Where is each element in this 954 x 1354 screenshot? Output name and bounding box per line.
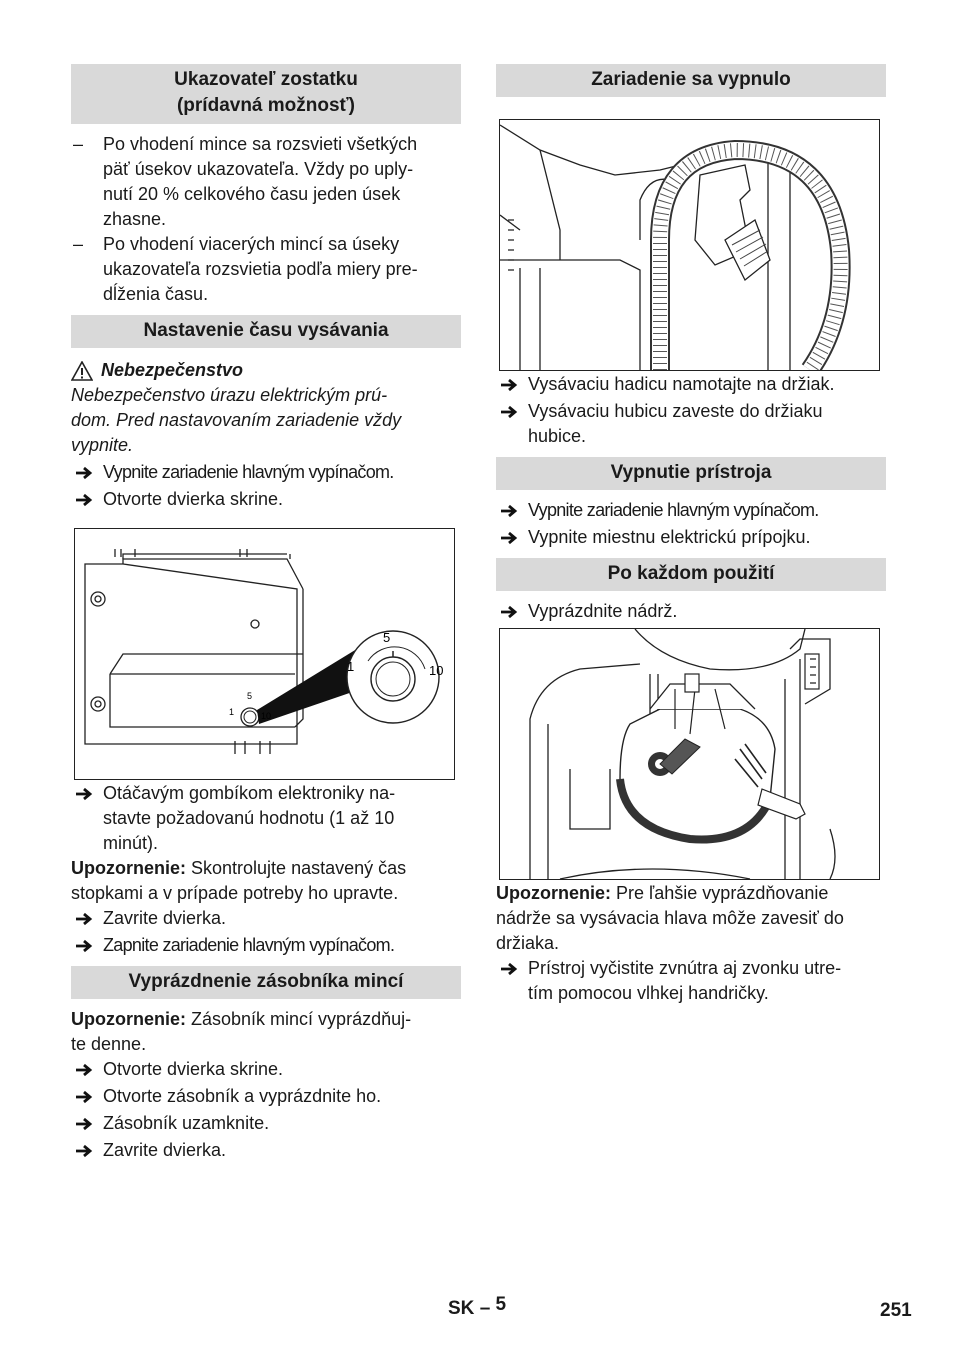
arrow-right-icon [500, 378, 518, 392]
note-check-time: Upozornenie: Skontrolujte nastavený čas stopkami a v prípade potreby ho upravte. [71, 858, 407, 903]
dial-label-small-1: 1 [229, 707, 235, 717]
step-item: Vyprázdnite nádrž. [496, 599, 886, 624]
step-item: Zavrite dvierka. [71, 906, 461, 931]
dial-label-small-10: 10 [261, 711, 272, 721]
dial-label-big-5: 5 [383, 630, 391, 645]
dash-bullet: – [73, 234, 84, 254]
right-column [496, 64, 886, 1006]
heading-device-off: Zariadenie sa vypnulo [496, 64, 886, 97]
heading-switch-off: Vypnutie prístroja [496, 457, 886, 490]
warning-triangle-icon [71, 361, 93, 381]
footer-language-section: SK – 5 [448, 1294, 507, 1319]
arrow-right-icon [75, 466, 93, 480]
step-item: Vysávaciu hadicu namotajte na držiak. [496, 372, 886, 397]
dial-label-big-10: 10 [429, 663, 444, 678]
step-item: Vysávaciu hubicu zaveste do držiaku hubice. [496, 399, 886, 449]
step-item: Vypnite zariadenie hlavným vypínačom. [71, 460, 461, 485]
step-item: Vypnite miestnu elektrickú prípojku. [496, 525, 886, 550]
list-item: – Po vhodení viacerých mincí sa úseky ukazovateľa rozsvietia podľa miery pre- dĺženia času. [73, 234, 418, 304]
dash-bullet: – [73, 134, 84, 154]
note-empty-tank: Upozornenie: Pre ľahšie vyprázdňovanie nádrže sa vysávacia hlava môže zavesiť do držiaka. [496, 883, 844, 953]
arrow-right-icon [75, 493, 93, 507]
step-item: Vypnite zariadenie hlavným vypínačom. [496, 498, 886, 523]
arrow-right-icon [75, 1117, 93, 1131]
step-item: Prístroj vyčistite zvnútra aj zvonku utre- tím pomocou vlhkej handričky. [496, 956, 886, 1006]
heading-coin-emptying: Vyprázdnenie zásobníka mincí [71, 966, 461, 999]
hose-holder-illustration [500, 120, 879, 370]
danger-text: Nebezpečenstvo úrazu elektrickým prú- dom. Pred nastavovaním zariadenie vždy vypnite. [71, 385, 402, 455]
arrow-right-icon [500, 504, 518, 518]
arrow-right-icon [75, 1063, 93, 1077]
arrow-right-icon [500, 405, 518, 419]
step-item: Otvorte zásobník a vyprázdnite ho. [71, 1084, 461, 1109]
arrow-right-icon [75, 912, 93, 926]
arrow-right-icon [75, 939, 93, 953]
heading-remaining-indicator: Ukazovateľ zostatku (prídavná možnosť) [71, 64, 461, 124]
dial-label-small-5: 5 [247, 691, 253, 701]
arrow-right-icon [75, 1090, 93, 1104]
timer-box-illustration [75, 529, 454, 779]
step-item: Zavrite dvierka. [71, 1138, 461, 1163]
step-item: Otáčavým gombíkom elektroniky na- stavte požadovanú hodnotu (1 až 10 minút). [71, 781, 461, 856]
heading-after-each-use: Po každom použití [496, 558, 886, 591]
arrow-right-icon [500, 531, 518, 545]
step-item: Zásobník uzamknite. [71, 1111, 461, 1136]
arrow-right-icon [75, 1144, 93, 1158]
dial-label-big-1: 1 [347, 659, 355, 674]
step-item: Zapnite zariadenie hlavným vypínačom. [71, 933, 461, 958]
step-item: Otvorte dvierka skrine. [71, 487, 461, 512]
page-number: 251 [880, 1300, 912, 1321]
left-column [71, 64, 461, 1163]
arrow-right-icon [500, 962, 518, 976]
note-coin-daily: Upozornenie: Zásobník mincí vyprázdňuj- te denne. [71, 1009, 412, 1054]
list-item: – Po vhodení mince sa rozsvieti všetkých päť úsekov ukazovateľa. Vždy po uply- nutí 20 % celkového času jeden úsek zhasne. [73, 134, 418, 229]
vacuum-head-illustration [500, 629, 879, 879]
figure-hose-holder [499, 119, 880, 371]
arrow-right-icon [500, 605, 518, 619]
heading-suction-time: Nastavenie času vysávania [71, 315, 461, 348]
arrow-right-icon [75, 787, 93, 801]
step-item: Otvorte dvierka skrine. [71, 1057, 461, 1082]
figure-timer-knob [74, 528, 455, 780]
danger-label: Nebezpečenstvo [71, 358, 461, 383]
figure-vacuum-head [499, 628, 880, 880]
